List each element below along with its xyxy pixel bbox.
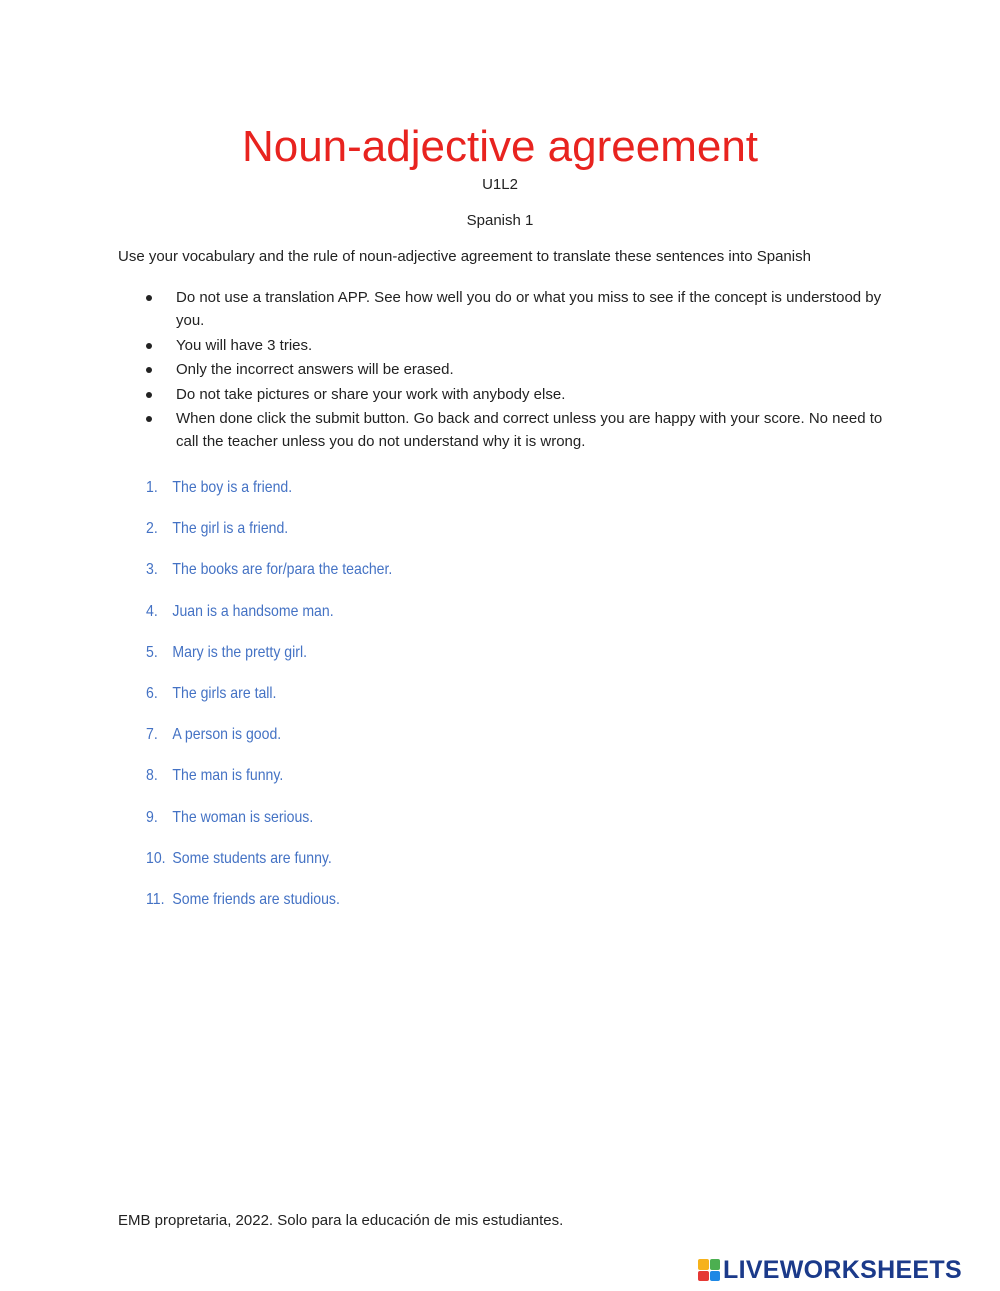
- question-item: 11. Some friends are studious.: [146, 889, 674, 930]
- rule-item: When done click the submit button. Go back and correct unless you are happy with your score. No need to call the teacher unless you do not understand why it is wrong.: [146, 407, 886, 453]
- question-text: Some friends are studious.: [172, 890, 340, 908]
- logo-tile: [698, 1271, 709, 1282]
- rules-list: [146, 286, 886, 455]
- question-text: The books are for/para the teacher.: [172, 561, 393, 579]
- bullet-icon: [146, 343, 152, 349]
- question-text: A person is good.: [172, 726, 282, 744]
- question-item: 6. The girls are tall.: [146, 683, 674, 724]
- question-item: 9. The woman is serious.: [146, 807, 674, 848]
- liveworksheets-logo[interactable]: [698, 1256, 962, 1284]
- question-item: 4. Juan is a handsome man.: [146, 601, 674, 642]
- rule-item: Only the incorrect answers will be erased.: [146, 358, 886, 381]
- question-item: 8. The man is funny.: [146, 765, 674, 806]
- course-name: Spanish 1: [466, 212, 534, 229]
- logo-tile: [710, 1271, 721, 1282]
- bullet-icon: [146, 416, 152, 422]
- question-item: 3. The books are for/para the teacher.: [146, 559, 674, 600]
- question-text: The girls are tall.: [172, 684, 277, 702]
- instructions: Use your vocabulary and the rule of noun-adjective agreement to translate these sentences into Spanish: [118, 248, 811, 265]
- logo-tile: [698, 1259, 709, 1270]
- bullet-icon: [146, 392, 152, 398]
- question-text: The man is funny.: [172, 767, 284, 785]
- liveworksheets-logo-icon: [698, 1259, 720, 1281]
- question-item: 10. Some students are funny.: [146, 848, 674, 889]
- questions-list: [146, 477, 674, 930]
- question-text: Juan is a handsome man.: [172, 602, 334, 620]
- question-item: 1. The boy is a friend.: [146, 477, 674, 518]
- rule-item: Do not take pictures or share your work with anybody else.: [146, 383, 886, 406]
- unit-code: U1L2: [482, 176, 518, 193]
- rule-item: Do not use a translation APP. See how well you do or what you miss to see if the concept is understood by you.: [146, 286, 886, 332]
- question-item: 2. The girl is a friend.: [146, 518, 674, 559]
- question-text: The girl is a friend.: [172, 520, 289, 538]
- question-item: 7. A person is good.: [146, 724, 674, 765]
- question-text: Some students are funny.: [172, 849, 332, 867]
- rule-item: You will have 3 tries.: [146, 334, 886, 357]
- question-item: 5. Mary is the pretty girl.: [146, 642, 674, 683]
- bullet-icon: [146, 367, 152, 373]
- question-text: Mary is the pretty girl.: [172, 643, 307, 661]
- bullet-icon: [146, 295, 152, 301]
- logo-tile: [710, 1259, 721, 1270]
- copyright-footer: EMB propretaria, 2022. Solo para la educación de mis estudiantes.: [118, 1212, 564, 1229]
- brand-name: LIVEWORKSHEETS: [723, 1255, 962, 1284]
- question-text: The boy is a friend.: [172, 479, 293, 496]
- question-text: The woman is serious.: [172, 808, 314, 826]
- page-title: Noun-adjective agreement: [241, 122, 759, 171]
